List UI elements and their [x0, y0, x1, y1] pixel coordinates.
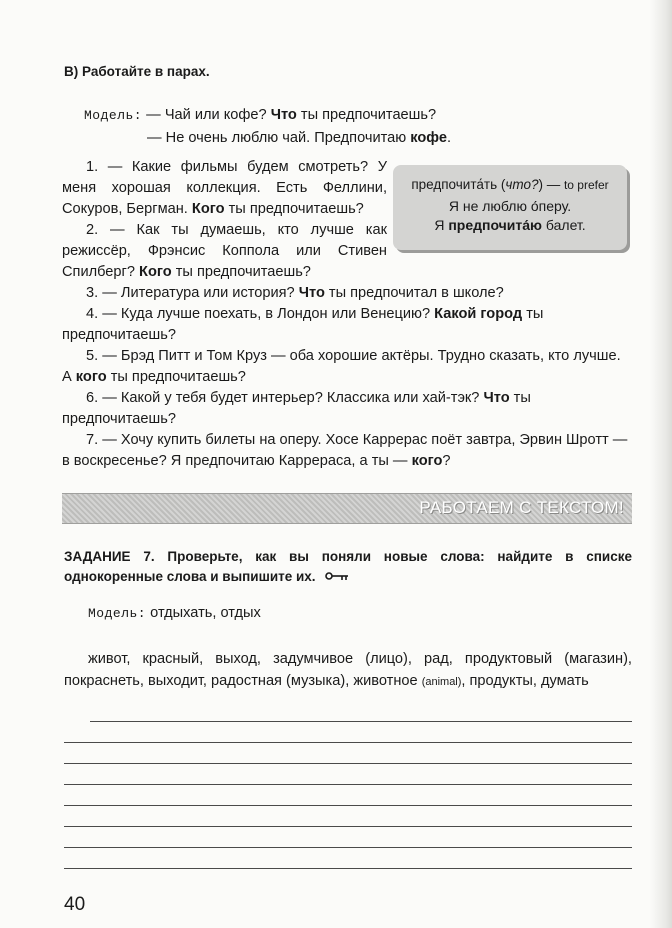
vocab-translation: to prefer [563, 178, 609, 192]
writing-line[interactable] [90, 721, 632, 722]
exercise-text: 4. — Куда лучше поехать, в Лондон или Венецию? [86, 306, 431, 322]
model-label: Модель: [88, 606, 147, 621]
exercise-item-7 [62, 430, 632, 472]
model-label: Модель: [84, 108, 143, 123]
writing-line[interactable] [64, 826, 632, 827]
model-bold: Что [270, 107, 297, 123]
writing-line[interactable] [64, 847, 632, 848]
model-bold: кофе [410, 130, 447, 146]
vocab-accent: а́ [476, 177, 484, 192]
model-line-1 [84, 104, 504, 127]
exercise-item-5 [62, 346, 632, 388]
exercise-bold: Какой город [434, 306, 523, 322]
exercise-bold: Что [298, 285, 325, 301]
exercise-bold: Кого [139, 264, 172, 280]
exercise-item-6 [62, 388, 632, 430]
model-text: . [447, 130, 452, 146]
writing-line[interactable] [64, 805, 632, 806]
model-line-2 [84, 127, 504, 149]
vocab-dash: ) — [538, 177, 564, 192]
task-7-instructions [64, 547, 632, 587]
page-number: 40 [64, 894, 86, 915]
model-text: — Чай или кофе? [146, 107, 267, 123]
vocab-example-1: Я не люблю о́перу. [448, 198, 572, 214]
model-text: ты предпочитаешь? [300, 107, 437, 123]
vocab-bold: предпочита́ю [448, 217, 543, 233]
writing-line[interactable] [64, 742, 632, 743]
model-text: — Не очень люблю чай. Предпочитаю [147, 130, 407, 146]
key-icon [325, 567, 349, 587]
vocab-question: что? [505, 177, 539, 192]
exercise-text: ты предпочитал в школе? [328, 285, 504, 301]
exercise-text: ты предпочитаешь? [228, 201, 364, 217]
exercise-text: ты предпочитаешь? [110, 369, 246, 385]
writing-line[interactable] [64, 784, 632, 785]
vocab-text: Я [434, 217, 445, 233]
exercise-list [62, 157, 632, 472]
section-banner [62, 493, 632, 524]
exercise-bold: Кого [191, 201, 225, 217]
exercise-text: ты предпочитаешь? [62, 306, 544, 343]
vocab-text: балет. [545, 217, 586, 233]
task-7-model [88, 605, 261, 621]
word-list [64, 648, 632, 693]
page-edge-shadow [650, 0, 672, 928]
vocab-word: ть ( [483, 177, 506, 192]
exercise-bold: кого [411, 453, 443, 469]
exercise-item-2 [62, 220, 387, 283]
word-list-text: , продукты, думать [461, 673, 589, 689]
exercise-bold: кого [75, 369, 107, 385]
task-text: ЗАДАНИЕ 7. Проверьте, как вы поняли новые слова: найдите в списке однокоренные слова и выпишите их. [64, 549, 632, 584]
model-dialogue [84, 104, 504, 149]
exercise-text: ты предпочитаешь? [62, 390, 531, 427]
exercise-text: 6. — Какой у тебя будет интерьер? Классика или хай-тэк? [86, 390, 480, 406]
exercise-item-3 [62, 283, 632, 304]
exercise-text: ? [442, 453, 451, 469]
exercise-text: 3. — Литература или история? [86, 285, 295, 301]
banner-title: РАБОТАЕМ С ТЕКСТОМ! [419, 498, 624, 517]
word-list-text: живот, красный, выход, задумчивое (лицо), рад, продуктовый (магазин), покраснеть, выходит, радостная (музыка), животное [64, 651, 632, 689]
model-text: отдыхать, отдых [150, 605, 261, 621]
exercise-item-4 [62, 304, 632, 346]
exercise-bold: Что [483, 390, 510, 406]
exercise-text: 5. — Брэд Питт и Том Круз — оба хорошие актёры. Трудно сказать, кто лучше. А [62, 348, 621, 385]
writing-line[interactable] [64, 763, 632, 764]
exercise-text: ты предпочитаешь? [175, 264, 311, 280]
word-list-gloss: (animal) [421, 676, 462, 688]
writing-line[interactable] [64, 868, 632, 869]
vocab-word: предпочит [411, 177, 477, 192]
exercise-text: 2. — Как ты думаешь, кто лучше как режиссёр, Фрэнсис Коппола или Стивен Спилберг? [62, 222, 387, 280]
exercise-text: 7. — Хочу купить билеты на оперу. Хосе Каррерас поёт завтра, Эрвин Шротт — в воскресенье? Я предпочитаю Каррераса, а ты — [62, 432, 628, 469]
exercise-text: 1. — Какие фильмы будем смотреть? У меня хорошая коллекция. Есть Феллини, Сокуров, Бергман. [62, 159, 387, 217]
section-heading: B) Работайте в парах. [64, 64, 210, 79]
exercise-item-1 [62, 157, 387, 220]
